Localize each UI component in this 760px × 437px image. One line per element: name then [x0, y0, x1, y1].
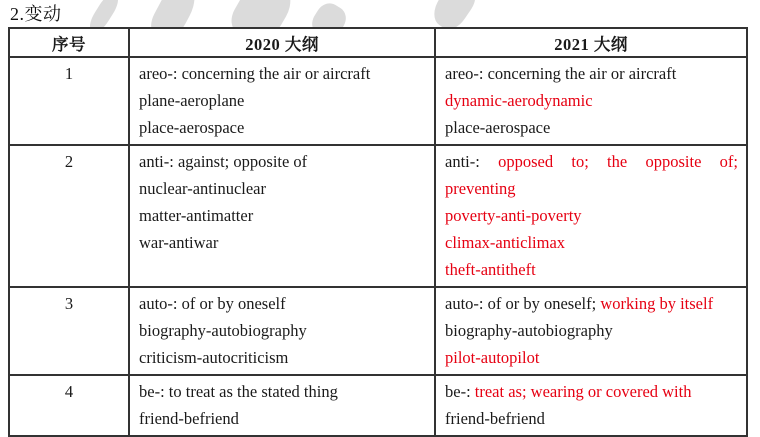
unchanged-text: anti-: against; opposite of	[139, 152, 308, 171]
changed-text: pilot-autopilot	[445, 348, 540, 367]
table-body	[9, 57, 747, 436]
text-line	[139, 378, 426, 405]
table-row	[9, 145, 747, 287]
text-line	[445, 290, 738, 317]
text-line	[445, 229, 738, 256]
text-line	[445, 60, 738, 87]
unchanged-text: biography-autobiography	[139, 321, 307, 340]
text-line	[139, 229, 426, 256]
unchanged-text: place-aerospace	[445, 118, 551, 137]
header-row	[9, 28, 747, 57]
section-title: 2.变动	[10, 4, 62, 24]
unchanged-text: be-:	[445, 382, 471, 401]
text-line	[139, 405, 426, 432]
text-line	[139, 60, 426, 87]
unchanged-text: matter-antimatter	[139, 206, 254, 225]
changed-text: preventing	[445, 179, 516, 198]
text-line	[445, 256, 738, 283]
text-line	[445, 148, 738, 175]
unchanged-text: friend-befriend	[139, 409, 239, 428]
text-line	[445, 405, 738, 432]
changed-text: climax-anticlimax	[445, 233, 566, 252]
cell-2020	[129, 57, 435, 145]
unchanged-text: place-aerospace	[139, 118, 245, 137]
syllabus-comparison-table	[8, 27, 748, 437]
unchanged-text: auto-: of or by oneself	[139, 294, 286, 313]
text-line	[139, 87, 426, 114]
text-line	[445, 378, 738, 405]
cell-2021	[435, 57, 747, 145]
text-line	[445, 344, 738, 371]
text-line	[139, 175, 426, 202]
unchanged-text: areo-: concerning the air or aircraft	[139, 64, 371, 83]
changed-text: treat as; wearing or covered with	[474, 382, 692, 401]
text-line	[139, 317, 426, 344]
table-row	[9, 57, 747, 145]
text-line	[139, 148, 426, 175]
text-line	[445, 175, 738, 202]
cell-2021	[435, 287, 747, 375]
row-number: 1	[9, 57, 129, 145]
unchanged-text: biography-autobiography	[445, 321, 613, 340]
cell-2020	[129, 375, 435, 436]
unchanged-text: nuclear-antinuclear	[139, 179, 267, 198]
row-number: 4	[9, 375, 129, 436]
text-line	[139, 290, 426, 317]
text-line	[445, 317, 738, 344]
changed-text: theft-antitheft	[445, 260, 536, 279]
changed-text: poverty-anti-poverty	[445, 206, 582, 225]
cell-2021	[435, 145, 747, 287]
row-number: 2	[9, 145, 129, 287]
unchanged-text: auto-: of or by oneself;	[445, 294, 597, 313]
changed-text: working by itself	[600, 294, 714, 313]
text-line	[445, 202, 738, 229]
row-number: 3	[9, 287, 129, 375]
cell-2020	[129, 145, 435, 287]
unchanged-text: anti-:	[445, 152, 480, 171]
header-2020: 2020 大纲	[129, 28, 435, 57]
text-line	[139, 114, 426, 141]
text-line	[139, 344, 426, 371]
text-line	[445, 87, 738, 114]
cell-2021	[435, 375, 747, 436]
changed-text: dynamic-aerodynamic	[445, 91, 593, 110]
table-row	[9, 375, 747, 436]
changed-text: opposed to; the opposite of;	[498, 152, 738, 171]
unchanged-text: be-: to treat as the stated thing	[139, 382, 338, 401]
cell-2020	[129, 287, 435, 375]
table-row	[9, 287, 747, 375]
header-index: 序号	[9, 28, 129, 57]
unchanged-text: areo-: concerning the air or aircraft	[445, 64, 677, 83]
text-line	[445, 114, 738, 141]
unchanged-text: plane-aeroplane	[139, 91, 245, 110]
unchanged-text: war-antiwar	[139, 233, 219, 252]
header-2021: 2021 大纲	[435, 28, 747, 57]
unchanged-text: friend-befriend	[445, 409, 545, 428]
unchanged-text: criticism-autocriticism	[139, 348, 289, 367]
text-line	[139, 202, 426, 229]
